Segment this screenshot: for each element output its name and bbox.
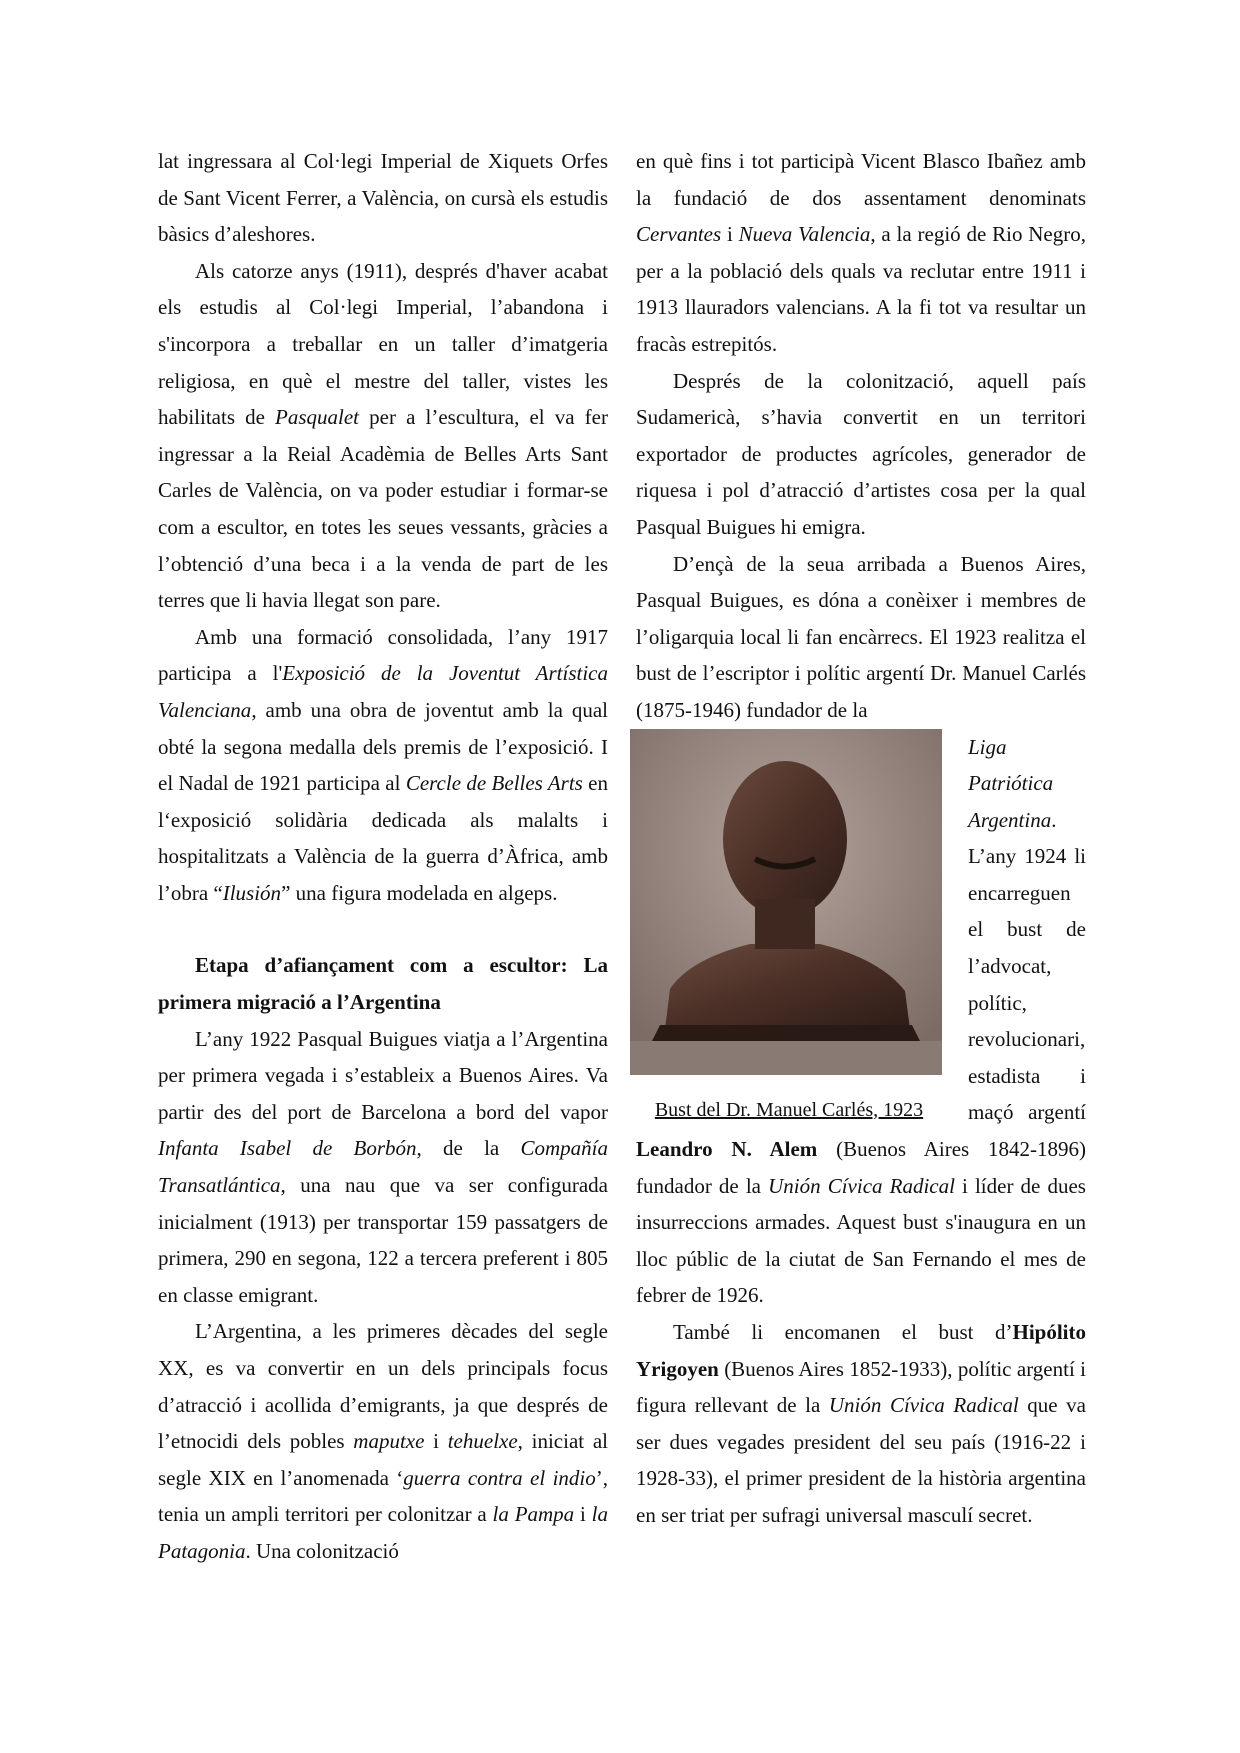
bust-sculpture-image [630, 729, 942, 1075]
paragraph: L’Argentina, a les primeres dècades del segle XX, es va convertir en un dels principals focus d’atracció i acollida d’emigrants, ja que després de l’etnocidi dels pobles maputxe i tehuelxe, iniciat al segle XIX en l’anomenada ‘guerra contra el indio’, tenia un ampli territori per colonitzar a la Pampa i la Patagonia. Una colonització [158, 1319, 609, 1563]
paragraph: També li encomanen el bust d’Hipólito Yrigoyen (Buenos Aires 1852-1933), polític argentí i figura rellevant de la Unión Cívica Radical que va ser dues vegades president del seu país (1916-22 i 1928-33), el primer president de la història argentina en ser triat per sufragi universal masculí secret. [636, 1320, 1086, 1527]
bust-photo [630, 729, 942, 1075]
section-heading: Etapa d’afiançament com a escultor: La primera migració a l’Argentina [158, 953, 608, 1015]
paragraph: Als catorze anys (1911), després d'haver acabat els estudis al Col·legi Imperial, l’abandona i s'incorpora a treballar en un taller d’imatgeria religiosa, en què el mestre del taller, vistes les habilitats de Pasqualet per a l’escultura, el va fer ingressar a la Reial Acadèmia de Belles Arts Sant Carles de València, on va poder estudiar i formar-se com a escultor, en totes les seues vessants, gràcies a l’obtenció d’una beca i a la venda de part de les terres que li havia llegat son pare. [158, 258, 608, 613]
right-column [636, 143, 1086, 1534]
paragraph: Liga Patriótica Argentina. L’any 1924 li encarreguen el bust de l’advocat, polític, revolucionari, estadista i maçó argentí Leandro N. Alem (Buenos Aires 1842-1896) fundador de la Unión Cívica Radical i líder de dues insurreccions armades. Aquest bust s'inaugura en un lloc públic de la ciutat de San Fernando el mes de febrer de 1926. [636, 734, 1086, 1308]
figure-caption: Bust del Dr. Manuel Carlés, 1923 [654, 1098, 924, 1121]
paragraph: en què fins i tot participà Vicent Blasco Ibañez amb la fundació de dos assentament denominats Cervantes i Nueva Valencia, a la regió de Rio Negro, per a la població dels quals va reclutar entre 1911 i 1913 llauradors valencians. A la fi tot va resultar un fracàs estrepitós. [636, 149, 1086, 356]
figure-bust [630, 729, 948, 1123]
paragraph: D’ençà de la seua arribada a Buenos Aires, Pasqual Buigues, es dóna a conèixer i membres de l’oligarquia local li fan encàrrecs. El 1923 realitza el bust de l’escriptor i polític argentí Dr. Manuel Carlés (1875-1946) fundador de la [636, 551, 1086, 722]
paragraph: Amb una formació consolidada, l’any 1917 participa a l'Exposició de la Joventut Artística Valenciana, amb una obra de joventut amb la qual obté la segona medalla dels premis de l’exposició. I el Nadal de 1921 participa al Cercle de Belles Arts en l‘exposició solidària dedicada als malalts i hospitalitzats a València de la guerra d’Àfrica, amb l’obra “Ilusión” una figura modelada en algeps. [158, 624, 608, 905]
left-column [158, 143, 608, 1570]
paragraph: lat ingressara al Col·legi Imperial de Xiquets Orfes de Sant Vicent Ferrer, a València, on cursà els estudis bàsics d’aleshores. [158, 149, 608, 247]
paragraph: Després de la colonització, aquell país Sudamericà, s’havia convertit en un territori exportador de productes agrícoles, generador de riquesa i pol d’atracció d’artistes cosa per la qual Pasqual Buigues hi emigra. [636, 368, 1086, 539]
paragraph: L’any 1922 Pasqual Buigues viatja a l’Argentina per primera vegada i s’estableix a Buenos Aires. Va partir des del port de Barcelona a bord del vapor Infanta Isabel de Borbón, de la Compañía Transatlántica, una nau que va ser configurada inicialment (1913) per transportar 159 passatgers de primera, 290 en segona, 122 a tercera preferent i 805 en classe emigrant. [158, 1026, 608, 1307]
